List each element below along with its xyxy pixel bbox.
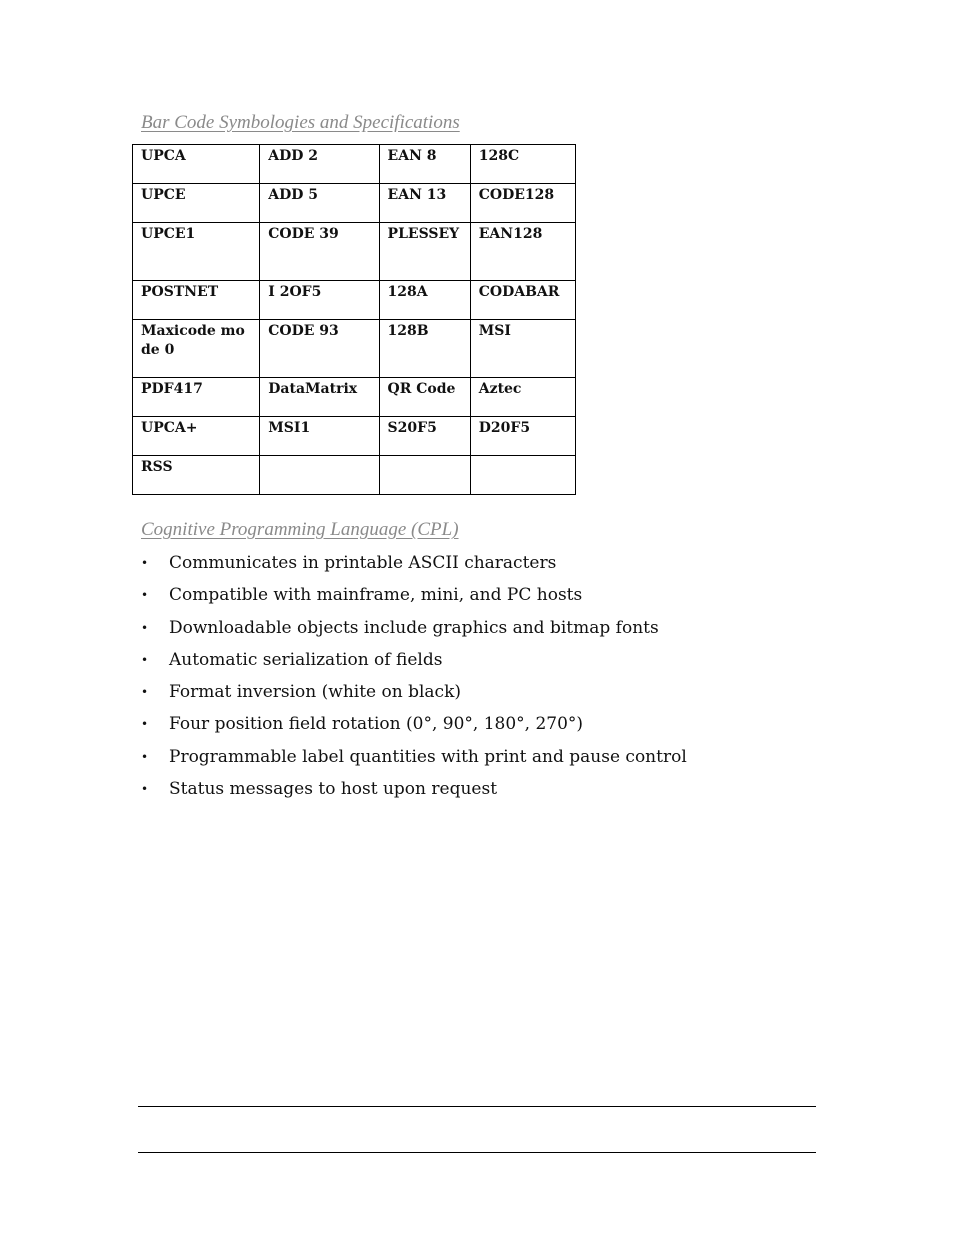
list-item-text: Status messages to host upon request [169,779,498,800]
table-cell: ADD 2 [260,145,379,184]
list-item [141,710,841,742]
table-row [133,281,576,320]
list-item-text: Compatible with mainframe, mini, and PC hosts [169,585,583,606]
list-item-text: Format inversion (white on black) [169,682,462,703]
table-cell: UPCE1 [133,223,260,281]
table-cell: UPCA+ [133,417,260,456]
table-row [133,184,576,223]
list-item-text: Downloadable objects include graphics and bitmap fonts [169,617,659,638]
cpl-feature-list [141,549,841,807]
table-cell: ADD 5 [260,184,379,223]
bullet-icon: • [141,588,149,603]
table-cell: EAN 8 [379,145,470,184]
table-cell: MSI [470,320,575,378]
table-cell: 128B [379,320,470,378]
table-row [133,456,576,495]
table-cell [260,456,379,495]
list-item-text: Automatic serialization of fields [169,649,443,670]
cpl-section-heading: Cognitive Programming Language (CPL) [141,519,459,540]
bullet-icon: • [141,620,149,635]
footer-divider-top [138,1106,816,1107]
list-item-text: Communicates in printable ASCII characters [169,553,557,573]
table-cell: QR Code [379,378,470,417]
barcode-section-heading: Bar Code Symbologies and Specifications [141,112,460,133]
table-row [133,417,576,456]
list-item [141,678,841,710]
table-cell: CODABAR [470,281,575,320]
table-cell: EAN128 [470,223,575,281]
list-item [141,775,841,807]
table-cell: 128A [379,281,470,320]
symbologies-table [132,144,576,495]
table-cell: PLESSEY [379,223,470,281]
list-item [141,581,841,613]
table-cell: CODE128 [470,184,575,223]
list-item [141,614,841,646]
table-cell: RSS [133,456,260,495]
table-cell [470,456,575,495]
table-cell: I 2OF5 [260,281,379,320]
table-cell: EAN 13 [379,184,470,223]
list-item [141,646,841,678]
table-cell: DataMatrix [260,378,379,417]
table-cell: 128C [470,145,575,184]
table-row [133,378,576,417]
table-cell: POSTNET [133,281,260,320]
bullet-icon: • [141,556,149,570]
table-row [133,145,576,184]
table-cell: PDF417 [133,378,260,417]
bullet-icon: • [141,749,149,764]
table-cell: Maxicode mode 0 [133,320,260,378]
table-row [133,320,576,378]
table-cell: Aztec [470,378,575,417]
bullet-icon: • [141,717,149,732]
table-cell: UPCA [133,145,260,184]
list-item [141,743,841,775]
list-item-text: Programmable label quantities with print and pause control [169,746,687,767]
bullet-icon: • [141,685,149,700]
table-row [133,223,576,281]
bullet-icon: • [141,782,149,797]
table-cell: CODE 93 [260,320,379,378]
bullet-icon: • [141,652,149,667]
table-cell: MSI1 [260,417,379,456]
list-item-text: Four position field rotation (0°, 90°, 180°, 270°) [169,714,584,735]
table-cell: UPCE [133,184,260,223]
table-cell: S20F5 [379,417,470,456]
table-cell [379,456,470,495]
table-cell: CODE 39 [260,223,379,281]
footer-divider-bottom [138,1152,816,1153]
table-cell: D20F5 [470,417,575,456]
list-item [141,549,841,581]
